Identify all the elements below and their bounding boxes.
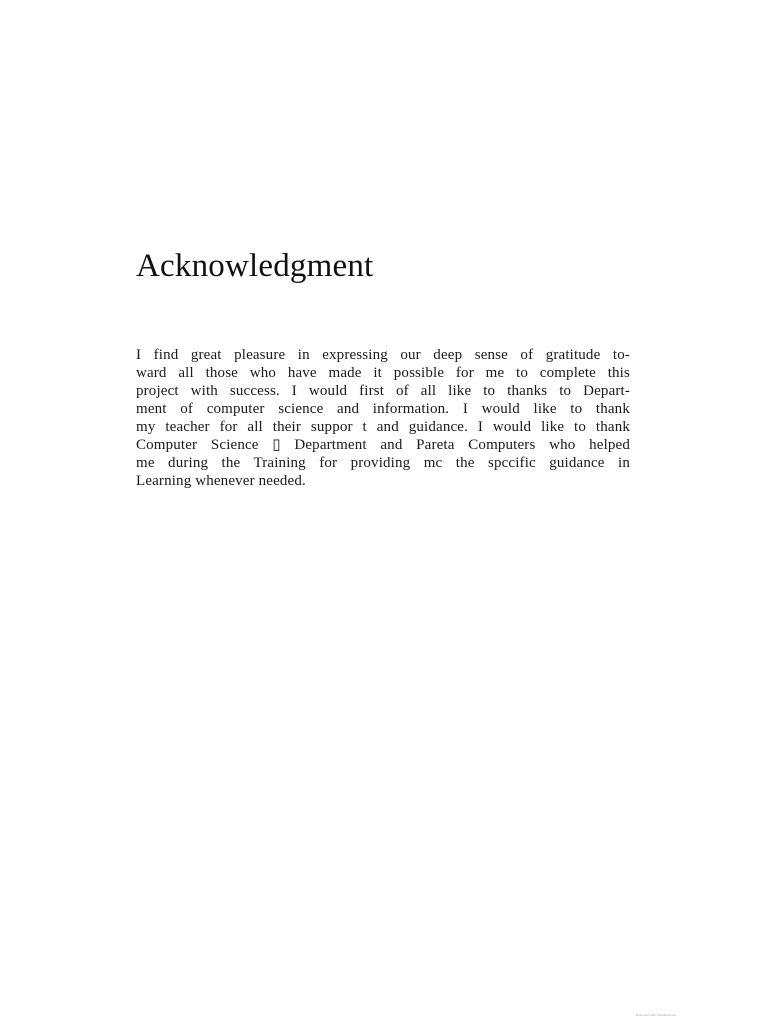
acknowledgment-paragraph [136, 346, 630, 490]
paragraph-line: ward all those who have made it possible for me to complete this [136, 365, 630, 381]
page-title: Acknowledgment [136, 248, 374, 284]
paragraph-line: me during the Training for providing mc the spccific guidance in [136, 455, 630, 471]
paragraph-line: I find great pleasure in expressing our deep sense of gratitude to- [136, 347, 630, 363]
paragraph-line: Learning whenever needed. [136, 473, 306, 489]
paragraph-line: ment of computer science and information. I would like to thank [136, 401, 630, 417]
paragraph-line: Computer Science ▯ Department and Pareta Computers who helped [136, 437, 630, 453]
paragraph-line: my teacher for all their suppor t and guidance. I would like to thank [136, 419, 630, 435]
paragraph-line: project with success. I would first of all like to thanks to Depart- [136, 383, 630, 399]
scanner-watermark: Scanned with CamScanner [635, 1013, 676, 1017]
